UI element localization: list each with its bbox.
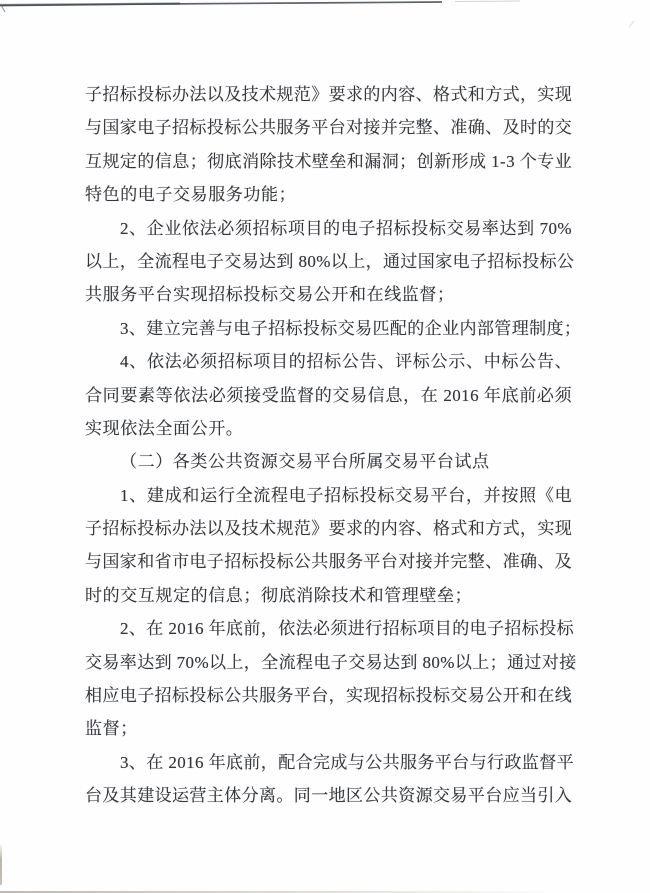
text-line: 1、建成和运行全流程电子招标投标交易平台，并按照《电 — [120, 485, 572, 505]
text-line: 台及其建设运营主体分离。同一地区公共资源交易平台应当引入 — [85, 786, 573, 806]
text-line: 4、依法必须招标项目的招标公告、评标公示、中标公告、 — [120, 352, 572, 372]
text-line: 与国家和省市电子招标投标公共服务平台对接并完整、准确、及 — [85, 552, 573, 572]
text-line: 与国家电子招标投标公共服务平台对接并完整、准确、及时的交 — [85, 118, 573, 138]
document-text-block — [85, 78, 582, 813]
text-line: 特色的电子交易服务功能； — [85, 185, 297, 205]
text-line: 交易率达到 70%以上，全流程电子交易达到 80%以上；通过对接 — [85, 652, 577, 672]
text-line: 相应电子招标投标公共服务平台，实现招标投标交易公开和在线 — [85, 686, 573, 706]
text-line: 实现依法全面公开。 — [85, 418, 244, 438]
text-line: 互规定的信息；彻底消除技术壁垒和漏洞；创新形成 1-3 个专业 — [85, 151, 572, 171]
text-line: 3、在 2016 年底前，配合完成与公共服务平台与行政监督平 — [120, 752, 574, 772]
text-line: 2、在 2016 年底前，依法必须进行招标项目的电子招标投标 — [120, 619, 574, 639]
text-line: 子招标投标办法以及技术规范》要求的内容、格式和方式，实现 — [85, 519, 573, 539]
scan-right-tick-artifact — [629, 21, 635, 28]
text-line: 共服务平台实现招标投标交易公开和在线监督； — [85, 285, 455, 305]
scan-top-edge-artifact — [0, 0, 650, 18]
text-line: 子招标投标办法以及技术规范》要求的内容、格式和方式，实现 — [85, 85, 573, 104]
text-line: 时的交互规定的信息；彻底消除技术和管理壁垒； — [85, 585, 473, 605]
text-line: 监督； — [85, 719, 138, 739]
text-line: 3、建立完善与电子招标投标交易匹配的企业内部管理制度； — [120, 318, 582, 338]
text-line: 合同要素等依法必须接受监督的交易信息，在 2016 年底前必须 — [85, 385, 572, 405]
scan-left-edge-artifact — [0, 843, 2, 885]
text-line-section-heading: （二）各类公共资源交易平台所属交易平台试点 — [120, 452, 490, 472]
text-line: 2、企业依法必须招标项目的电子招标投标交易率达到 70% — [120, 218, 572, 238]
text-line: 以上，全流程电子交易达到 80%以上，通过国家电子招标投标公 — [85, 251, 575, 271]
